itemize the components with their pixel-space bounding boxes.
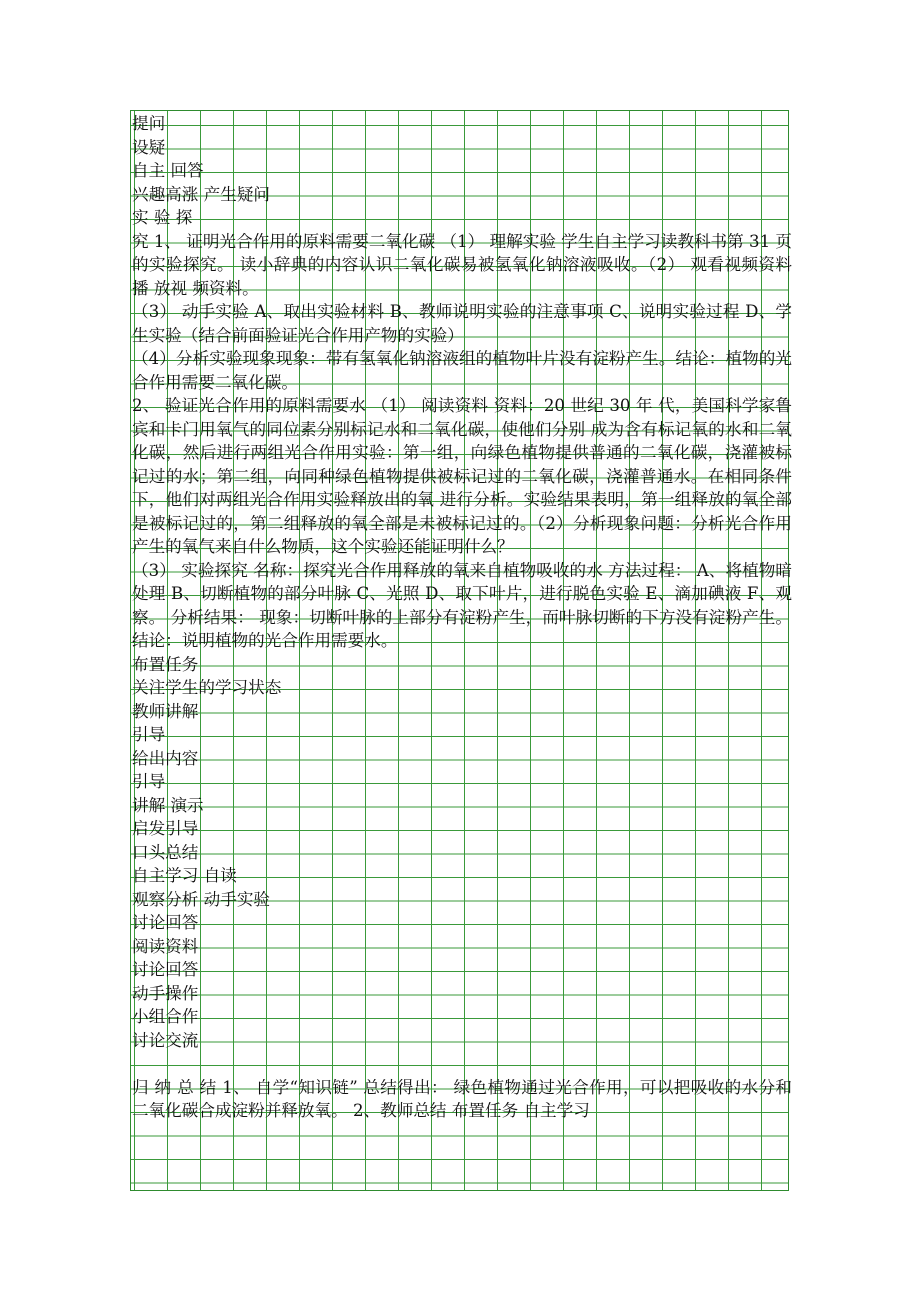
- text-line: 讨论交流: [132, 1030, 199, 1050]
- text-line: 观察分析 动手实验: [132, 889, 271, 909]
- text-line: 讨论回答: [132, 913, 199, 932]
- paragraph-experiment-2-inquiry: （3） 实验探究 名称：探究光合作用释放的氧来自植物吸收的水 方法过程： A、将植物暗处理 B、切断植物的部分叶脉 C、光照 D、取下叶片，进行脱色实验 E、滴加碘液 F、观察。 分析结果： 现象：切断叶脉的上部分有淀粉产生，而叶脉切断的下方没有淀粉产生。 结论：说明植物的光合作用需要水。: [132, 560, 798, 650]
- text-line: 自主 回答: [132, 161, 204, 180]
- paragraph-experiment-1: 究 1、 证明光合作用的原料需要二氧化碳 （1） 理解实验 学生自主学习读教科书第 31 页的实验探究。 读小辞典的内容认识二氧化碳易被氢氧化钠溶液吸收。（2） 观看视频资料 播 放视 频资料。: [132, 231, 798, 298]
- text-line: 小组合作: [132, 1007, 199, 1026]
- text-line: 关注学生的学习状态: [132, 678, 282, 697]
- paragraph-experiment-1-analysis: （4）分析实验现象现象：带有氢氧化钠溶液组的植物叶片没有淀粉产生。结论：植物的光合作用需要二氧化碳。: [132, 349, 792, 392]
- text-line: 阅读资料: [132, 936, 199, 956]
- text-line: 布置任务: [132, 654, 199, 674]
- text-line: 提问: [132, 114, 166, 133]
- text-line: 实 验 探: [132, 208, 193, 227]
- text-line: 引导: [132, 725, 166, 744]
- text-line: 启发引导: [132, 819, 199, 838]
- text-line: 讨论回答: [132, 960, 199, 979]
- paragraph-summary: 归 纳 总 结 1、 自学“知识链” 总结得出： 绿色植物通过光合作用，可以把吸收的水分和二氧化碳合成淀粉并释放氧。 2、教师总结 布置任务 自主学习: [132, 1077, 792, 1120]
- text-line: 设疑: [132, 137, 166, 157]
- text-line: 口头总结: [132, 842, 199, 862]
- text-line: 自主学习 自读: [132, 866, 237, 885]
- text-line: 教师讲解: [132, 701, 199, 721]
- text-line: 兴趣高涨 产生疑问: [132, 184, 271, 204]
- text-line: 讲解 演示: [132, 795, 204, 815]
- paragraph-experiment-2: 2、 验证光合作用的原料需要水 （1） 阅读资料 资料：20 世纪 30 年 代，美国科学家鲁宾和卡门用氧气的同位素分别标记水和二氧化碳，使他们分别 成为含有标记氧的水和二氧化碳，然后进行两组光合作用实验：第一组，向绿色植物提供普通的二氧化碳，浇灌被标记过的水；第二组，向同种绿色植物提供被标记过的二氧化碳，浇灌普通水。在相同条件下，他们对两组光合作用实验释放出的氧 进行分析。实验结果表明，第一组释放的氧全部是被标记过的，第二组释放的氧全部是未被标记过的。（2）分析现象问题：分析光合作用产生的氧气来自什么物质，这个实验还能证明什么？: [132, 396, 792, 556]
- paragraph-experiment-1-steps: （3） 动手实验 A、取出实验材料 B、教师说明实验的注意事项 C、说明实验过程 D、学生实验（结合前面验证光合作用产物的实验）: [132, 302, 792, 345]
- document-body: [132, 112, 798, 1123]
- text-line: 引导: [132, 772, 166, 791]
- text-line: 给出内容: [132, 748, 199, 768]
- text-line: 动手操作: [132, 983, 199, 1003]
- blank-line: [132, 1052, 792, 1076]
